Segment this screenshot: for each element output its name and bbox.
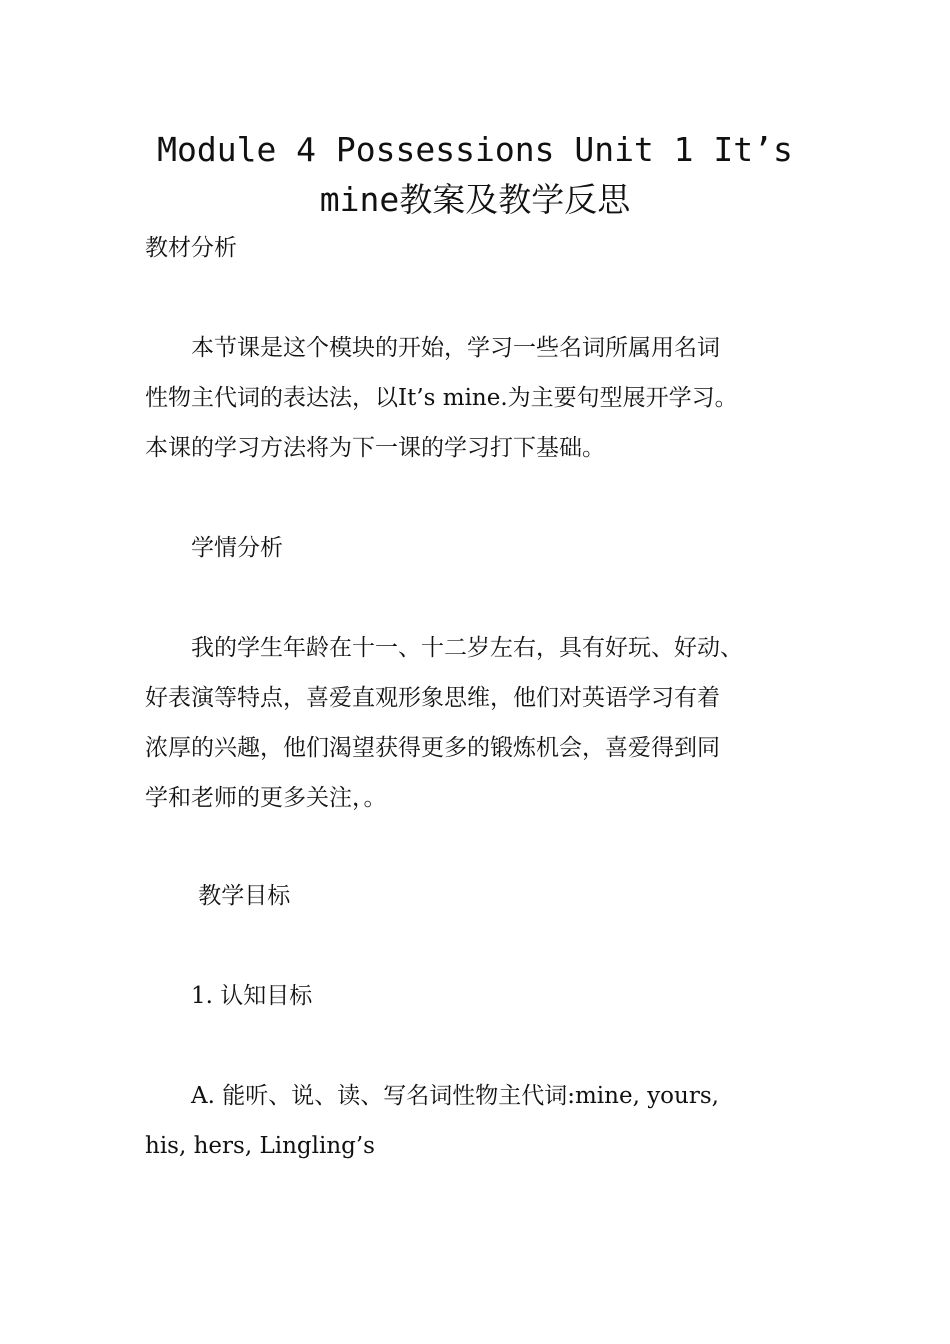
section-heading-textbook-analysis: 教材分析 <box>145 235 237 261</box>
paragraph-line: his, hers, Lingling’s <box>145 1133 375 1159</box>
section-heading-teaching-goals: 教学目标 <box>145 883 291 909</box>
paragraph-line: 学和老师的更多关注，。 <box>145 785 387 811</box>
subheading-cognitive-goals: 1. 认知目标 <box>145 983 313 1009</box>
paragraph-line: 浓厚的兴趣，他们渴望获得更多的锻炼机会，喜爱得到同 <box>145 735 720 761</box>
paragraph-line: 好表演等特点，喜爱直观形象思维，他们对英语学习有着 <box>145 685 720 711</box>
paragraph-line: 性物主代词的表达法，以It’s mine.为主要句型展开学习。 <box>145 385 738 411</box>
document-title-line-1: Module 4 Possessions Unit 1 It’s <box>157 130 793 169</box>
paragraph-line: 我的学生年龄在十一、十二岁左右，具有好玩、好动、 <box>145 635 743 661</box>
paragraph-line: 本节课是这个模块的开始，学习一些名词所属用名词 <box>145 335 720 361</box>
document-title-line-2: mine教案及教学反思 <box>319 180 631 219</box>
section-heading-student-analysis: 学情分析 <box>145 535 283 561</box>
paragraph-line: A. 能听、说、读、写名词性物主代词:mine, yours, <box>145 1083 719 1109</box>
paragraph-line: 本课的学习方法将为下一课的学习打下基础。 <box>145 435 605 461</box>
